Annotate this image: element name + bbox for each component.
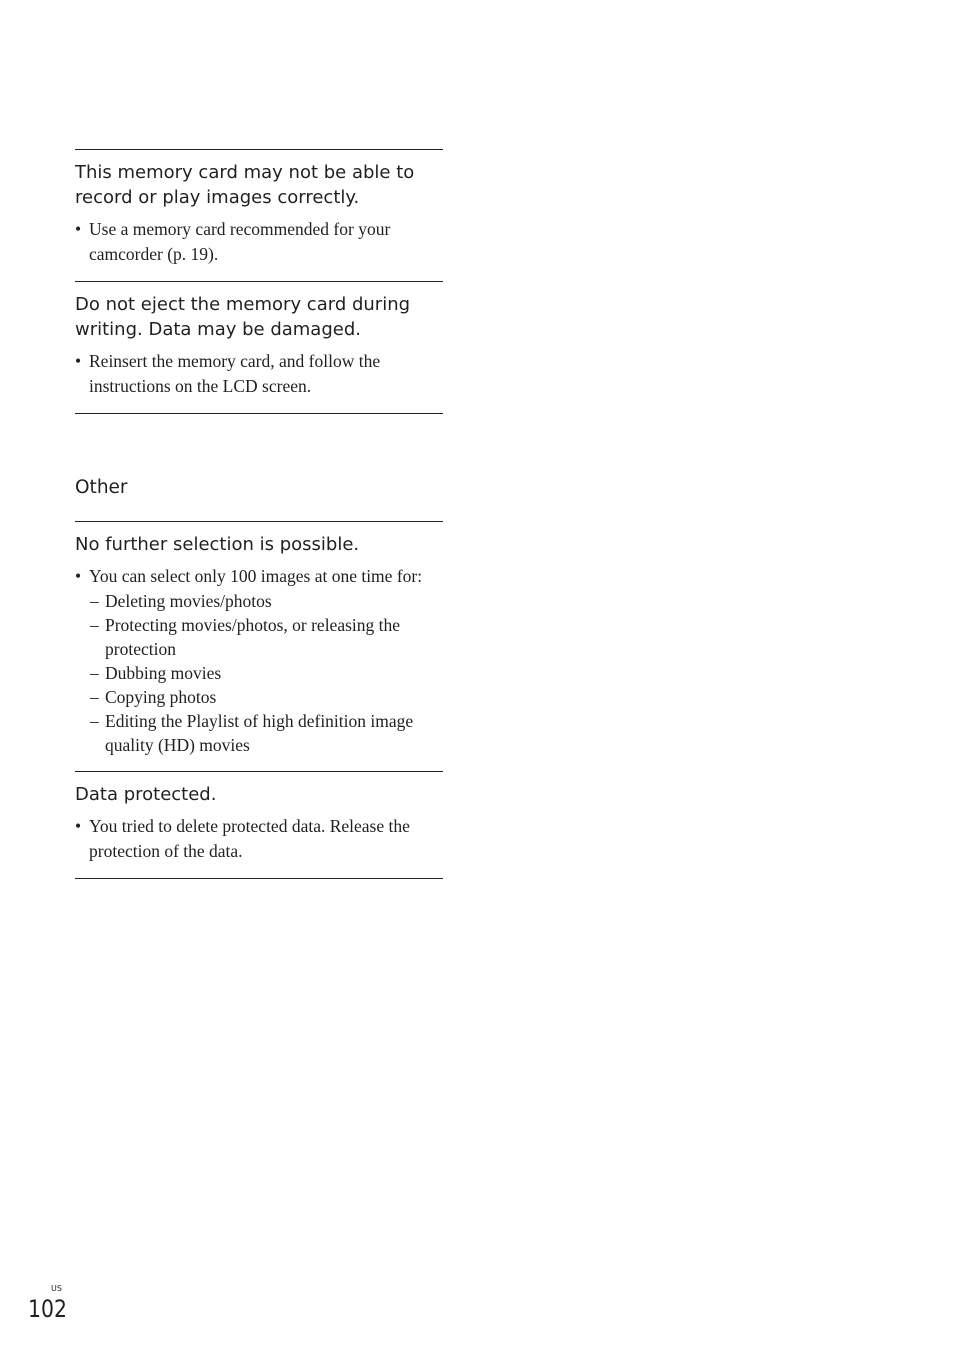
message-title: No further selection is possible. [75,534,360,555]
bullet-text: You tried to delete protected data. Release the protection of the data. [89,816,410,861]
message-title-line: This memory card may not be able to [75,162,415,183]
sub-list-item [75,685,443,709]
message-entry-do-not-eject [75,281,443,414]
sub-list-item-text: Deleting movies/photos [105,591,272,611]
bullet-text: You can select only 100 images at one time for: [89,566,423,586]
message-entry-no-further-selection [75,521,443,771]
bullet-icon: • [75,816,82,836]
bullet-icon: • [75,566,82,586]
message-title-line: record or play images correctly. [75,187,360,208]
message-bullet [75,217,443,267]
region-code: US [51,1284,62,1293]
bullet-text: Reinsert the memory card, and follow the instructions on the LCD screen. [89,351,381,396]
dash-icon: – [90,591,99,611]
message-title-line: writing. Data may be damaged. [75,319,361,340]
section-heading-other: Other [75,477,128,498]
dash-icon: – [90,687,99,707]
message-title [75,292,443,342]
sub-list-item-text: Dubbing movies [105,663,222,683]
sub-list-item-text: Editing the Playlist of high definition image quality (HD) movies [105,711,414,755]
sub-list-item-text: Copying photos [105,687,217,707]
sub-list-item-text: Protecting movies/photos, or releasing the protection [105,615,401,659]
message-title-line: Do not eject the memory card during [75,294,411,315]
dash-icon: – [90,711,99,731]
page-number: 102 [28,1295,67,1323]
message-bullet [75,564,443,589]
message-bullet [75,349,443,399]
message-title [75,160,443,210]
sub-list-item [75,613,443,661]
message-title: Data protected. [75,784,217,805]
message-entry-card-not-compatible [75,149,443,281]
bullet-text: Use a memory card recommended for your camcorder (p. 19). [89,219,391,264]
bullet-icon: • [75,219,82,239]
dash-icon: – [90,615,99,635]
message-bullet [75,814,443,864]
bullet-icon: • [75,351,82,371]
sub-list-item [75,661,443,685]
dash-icon: – [90,663,99,683]
message-entry-data-protected [75,771,443,879]
sub-list-item [75,589,443,613]
sub-list-item [75,709,443,757]
content-column [75,149,443,879]
